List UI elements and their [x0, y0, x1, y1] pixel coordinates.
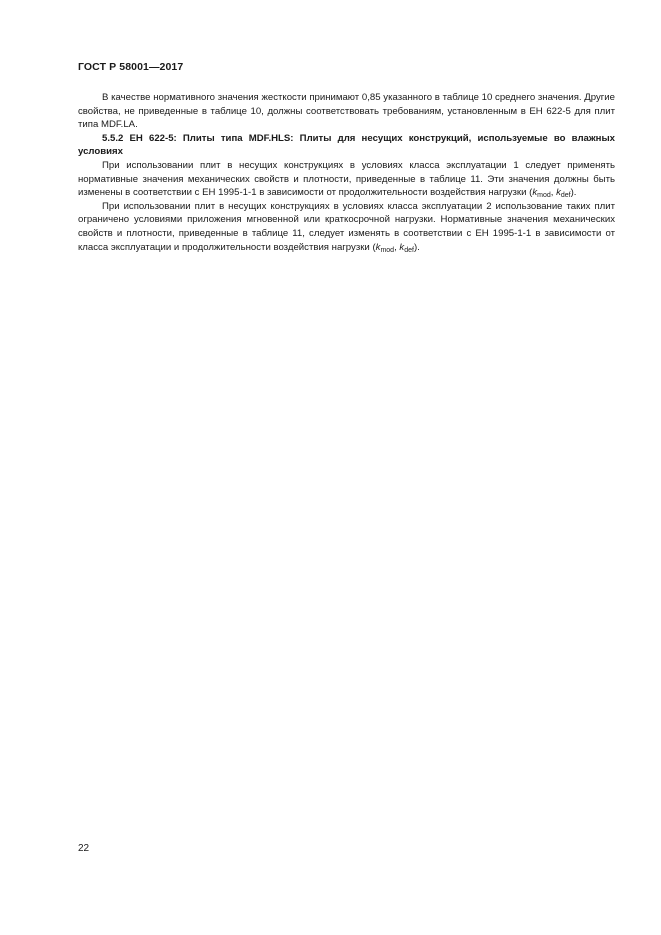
symbol-k: k: [375, 241, 381, 253]
paragraph-text: При использовании плит в несущих конструкциях в условиях класса эксплуатации 2 использование таких плит ограничено условиями приложения мгновенной или краткосрочной нагрузки. Нормативные значения механических свойств и плотности, приведенные в таблице 11, следует изменять в соответствии с ЕН 1995-1-1 в зависимости от класса эксплуатации и продолжительности воздействия нагрузки (: [78, 200, 615, 253]
paragraph-stiffness: В качестве нормативного значения жесткости принимают 0,85 указанного в таблице 10 среднего значения. Другие свойства, не приведенные в таблице 10, должны соответствовать требованиям, установленным в ЕН 622-5 для плит типа MDF.LA.: [78, 92, 615, 131]
closing: ).: [413, 241, 420, 253]
subscript-mod: mod: [537, 192, 551, 200]
symbol-k: k: [399, 241, 405, 253]
subscript-def: def: [560, 192, 571, 200]
subscript-mod: mod: [380, 246, 395, 254]
page-number: 22: [78, 843, 90, 854]
paragraph-service-class-2: [78, 200, 615, 254]
document-body: [78, 91, 615, 254]
section-heading-5-5-2: 5.5.2 ЕН 622-5: Плиты типа MDF.HLS: Плиты для несущих конструкций, используемые во влажных условиях: [78, 132, 615, 158]
paragraph-text: При использовании плит в несущих конструкциях в условиях класса эксплуатации 1 следует применять нормативные значения механических свойств и плотности, приведенные в таблице 11. Эти значения должны быть изменены в соответствии с ЕН 1995-1-1 в зависимости от продолжительности воздействия нагрузки (: [78, 159, 615, 199]
subscript-def: def: [404, 246, 414, 254]
separator: ,: [550, 187, 557, 199]
document-header: ГОСТ Р 58001—2017: [78, 61, 184, 73]
separator: ,: [394, 241, 400, 253]
paragraph-service-class-1: [78, 159, 615, 200]
symbol-k: k: [532, 187, 538, 199]
symbol-k: k: [556, 187, 561, 199]
closing: ).: [570, 187, 577, 199]
